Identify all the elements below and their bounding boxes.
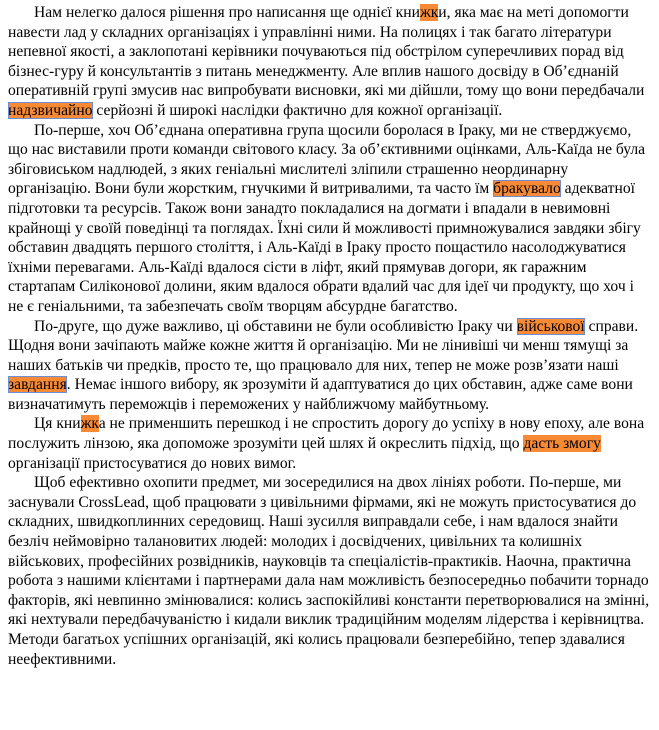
paragraph	[8, 317, 650, 415]
highlighted-text: завдання	[8, 376, 67, 394]
highlighted-text: бракувало	[493, 180, 561, 198]
paragraph	[8, 414, 650, 473]
text-run: справи. Щодня вони зачіпають майже кожне життя й організацію. Ми не лінивіші чи менш тямущі за наших батьків чи предків, просто те, що працювало для них, тепер не може розв’язати наші	[8, 317, 639, 374]
text-run: адекватної підготовки та ресурсів. Також вони занадто покладалися на догмати і впадали в невимовні крайнощі у своїй поведінці та поглядах. Їхні сили й можливості примножувалися завдяки збігу обставин двадцять першого століття, і Аль-Каїді в Іраку просто пощастило насолоджуватися їхніми перевагами. Аль-Каїді вдалося сісти в ліфт, який прямував догори, як гаражним стартапам Силіконової долини, яким вдалося обрати вдалий час для ідеї чи продукту, що хоч і не є геніальними, та забезпечать своїм творцям абсурдне багатство.	[8, 180, 641, 315]
text-run: організації пристосуватися до нових вимог.	[8, 454, 297, 472]
paragraph	[8, 3, 650, 121]
text-run: По-перше, хоч Об’єднана оперативна група щосили боролася в Іраку, ми не стверджуємо, що нас виставили проти команди світового класу. За об’єктивними оцінками, Аль-Каїда не була збіговиськом надлюдей, з яких геніальні мислителі зліпили страшенно неординарну організацію. Вони були жорстким, гнучкими й витривалими, та часто їм	[8, 121, 646, 198]
text-run: . Немає іншого вибору, як зрозуміти й адаптуватися до цих обставин, адже саме вони визначатимуть переможців і переможених у найближчому майбутньому.	[8, 376, 633, 413]
highlighted-text: жк	[80, 415, 99, 433]
text-run: серйозні й широкі наслідки фактично для кожної організації.	[92, 101, 503, 119]
text-run: По-друге, що дуже важливо, ці обставини не були особливістю Іраку чи	[34, 317, 517, 335]
text-run: Щоб ефективно охопити предмет, ми зосередилися на двох лініях роботи. По-перше, ми заснували CrossLead, щоб працювати з цивільними фірмами, які не можуть пристосуватися до складних, швидкоплинних середовищ. Наші зусилля виправдали себе, і нам вдалося знайти безліч неймовірно талановитих людей: молодих і досвідчених, цивільних та колишніх військових, професійних розвідників, науковців та спеціалістів-практиків. Наочна, практична робота з нашими клієнтами і партнерами дала нам можливість безпосередньо побачити торнадо факторів, які невпинно змінювалися: колись заспокійливі константи перетворювалися на змінні, які нехтували передбачуваністю і кидали виклик традиційним моделям лідерства і керівництва. Методи багатьох успішних організацій, які колись працювали безперебійно, тепер здавалися неефективними.	[8, 474, 650, 668]
text-run: и, яка має на меті допомогти навести лад у складних організаціях і управлінні ними. На полицях і так багато літератури непевної якості, а заклопотані керівники почуваються під обстрілом суперечливих порад від бізнес-гуру й консультантів з питань менеджменту. Але вплив нашого досвіду в Об’єднаній оперативній групі змусив нас випробувати висновки, які ми дійшли, тому що вони передбачали	[8, 4, 645, 100]
highlighted-text: військової	[516, 317, 585, 335]
paragraph	[8, 473, 650, 669]
text-run: Нам нелегко далося рішення про написання ще однієї кни	[34, 4, 420, 21]
text-run: Ця кни	[34, 415, 81, 433]
paragraph	[8, 121, 650, 317]
highlighted-text: дасть змогу	[523, 435, 601, 453]
text-run: а не применшить перешкод і не спростить дорогу до успіху в нову епоху, але вона послужить лінзою, яка допоможе зрозуміти цей шлях й окреслить підхід, що	[8, 415, 645, 453]
highlighted-text: жк	[419, 4, 439, 21]
highlighted-text: надзвичайно	[8, 101, 93, 119]
document-page	[8, 3, 650, 669]
